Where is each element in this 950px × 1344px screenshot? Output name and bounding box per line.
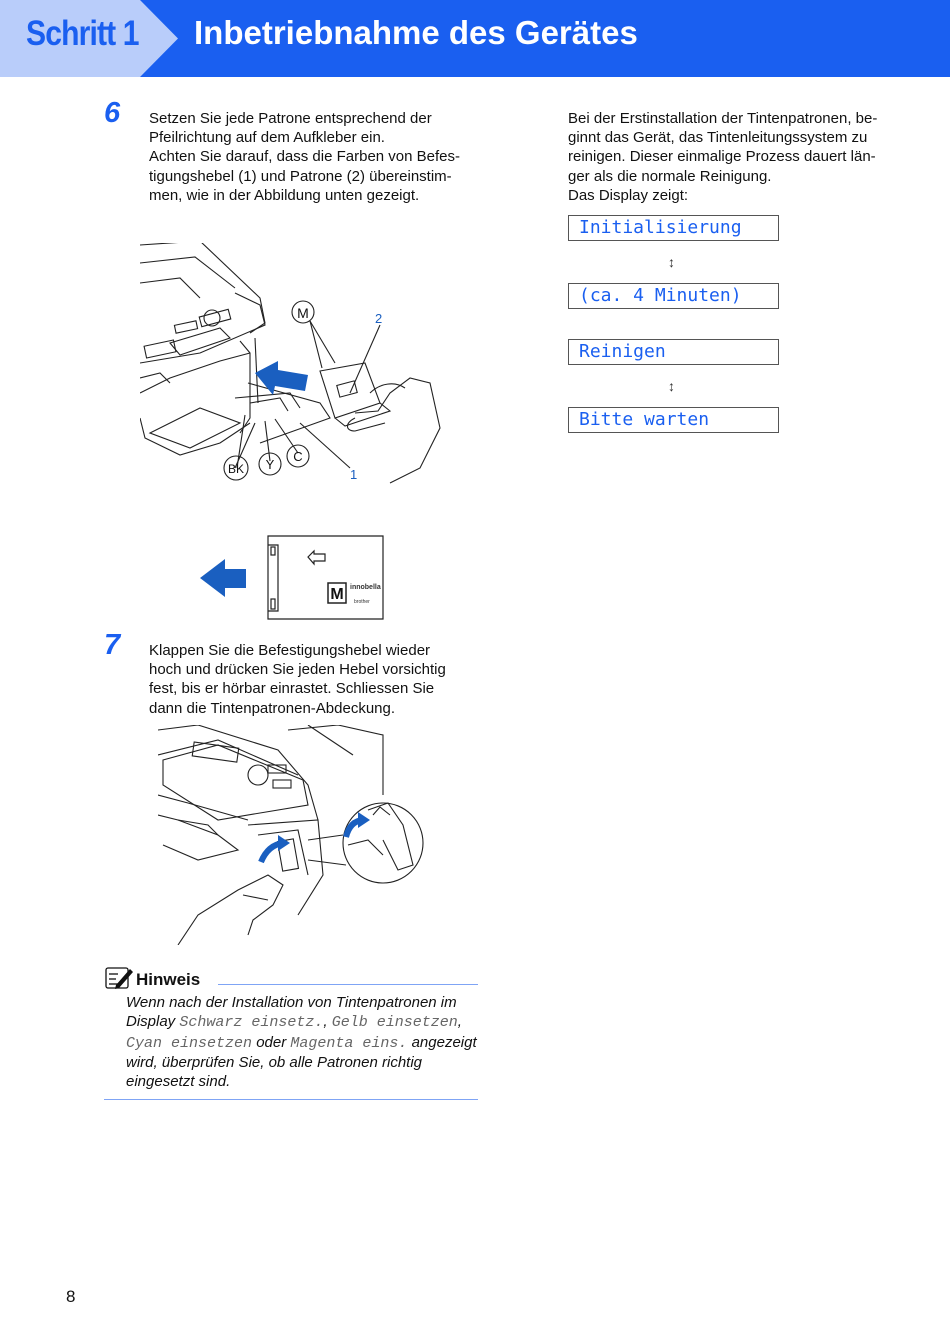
alternating-arrow-icon: ↕ <box>668 378 675 394</box>
callout-2: 2 <box>375 311 383 326</box>
label-m: M <box>297 305 309 321</box>
display-intro-line: Bei der Erstinstallation der Tintenpatronen, be- <box>568 110 878 127</box>
note-title: Hinweis <box>136 970 201 989</box>
note-message-magenta: Magenta eins. <box>290 1034 408 1052</box>
lever-close-illustration <box>158 725 428 945</box>
cartridge-brand: brother <box>354 599 370 605</box>
step6-line: tigungshebel (1) und Patrone (2) übereinstim- <box>149 167 452 185</box>
callout-1: 1 <box>350 467 358 482</box>
display-intro-line: reinigen. Dieser einmalige Prozess dauert län- <box>568 148 876 166</box>
cartridge-insert-illustration <box>140 243 445 488</box>
lcd-initialisierung: Initialisierung <box>568 215 779 241</box>
step7-line: Klappen Sie die Befestigungshebel wieder <box>149 642 431 659</box>
step7-line: fest, bis er hörbar einrastet. Schliessen Sie <box>149 680 435 698</box>
note-message-black: Schwarz einsetz. <box>179 1014 324 1032</box>
step7-line: hoch und drücken Sie jeden Hebel vorsichtig <box>149 661 446 679</box>
step-label: Schritt 1 <box>26 14 139 53</box>
note-message-cyan: Cyan einsetzen <box>126 1034 253 1052</box>
step6-line: men, wie in der Abbildung unten gezeigt. <box>149 186 420 204</box>
lcd-bitte-warten: Bitte warten <box>568 407 779 433</box>
alternating-arrow-icon: ↕ <box>668 254 675 270</box>
note-message-yellow: Gelb einsetzen <box>331 1014 458 1032</box>
page-header <box>0 0 950 77</box>
step6-line: Achten Sie darauf, dass die Farben von Befes- <box>149 148 461 166</box>
left-arrow-icon <box>200 559 246 597</box>
note-text: , <box>457 1013 462 1031</box>
step-number-6: 6 <box>104 97 121 129</box>
lcd-minuten: (ca. 4 Minuten) <box>568 283 779 309</box>
display-intro-text <box>568 109 908 205</box>
step-number-7: 7 <box>104 629 121 661</box>
note-text: , <box>323 1013 332 1031</box>
display-intro-line: ger als die normale Reinigung. <box>568 167 772 185</box>
cartridge-arrow-illustration <box>200 533 385 623</box>
note-text: angezeigt wird, überprüfen Sie, ob alle Patronen richtig eingesetzt sind. <box>126 1033 477 1091</box>
cartridge-logo: innobella <box>350 584 381 591</box>
step6-line: Pfeilrichtung auf dem Aufkleber ein. <box>149 129 385 147</box>
cartridge-letter: M <box>330 586 344 603</box>
step7-text <box>149 641 489 718</box>
label-y: Y <box>265 457 275 472</box>
page-number: 8 <box>66 1287 76 1306</box>
note-bottom-divider <box>104 1099 478 1100</box>
step7-line: dann die Tintenpatronen-Abdeckung. <box>149 699 396 717</box>
note-body <box>126 993 486 1091</box>
step6-text <box>149 109 489 205</box>
label-c: C <box>293 449 303 464</box>
step6-line: Setzen Sie jede Patrone entsprechend der <box>149 110 432 127</box>
note-text: oder <box>252 1033 291 1051</box>
page-title: Inbetriebnahme des Gerätes <box>194 14 638 51</box>
label-bk: BK <box>227 462 245 476</box>
display-intro-line: ginnt das Gerät, das Tintenleitungssystem zu <box>568 129 868 147</box>
note-text: Wenn nach der Installation von Tintenpatronen im Display <box>126 994 457 1031</box>
lcd-reinigen: Reinigen <box>568 339 779 365</box>
note-top-divider <box>218 984 478 985</box>
display-intro-line: Das Display zeigt: <box>568 186 689 204</box>
